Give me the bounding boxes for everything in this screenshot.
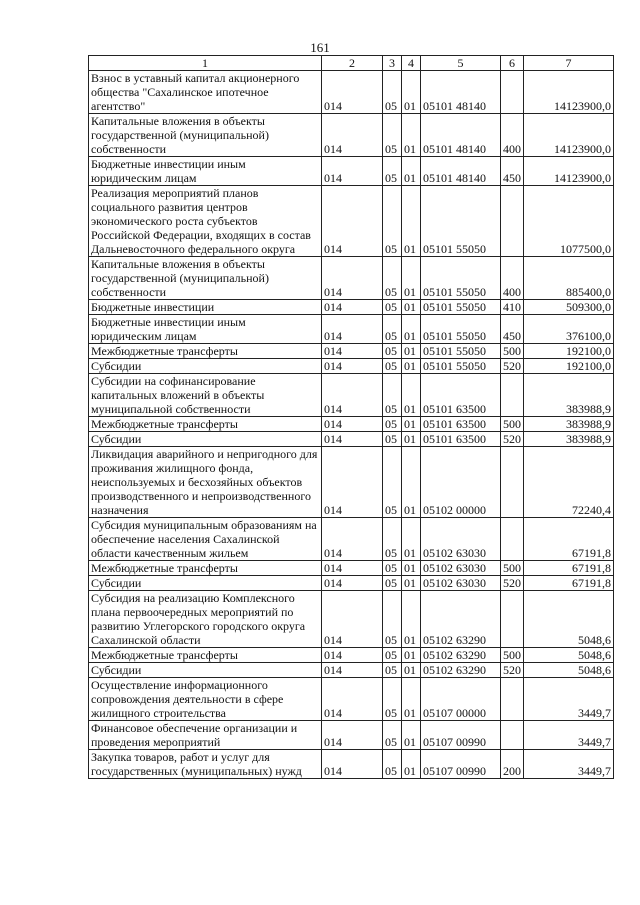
row-amount: 67191,8 bbox=[524, 561, 614, 576]
header-col-6: 6 bbox=[501, 56, 524, 71]
row-target-article: 05101 63500 bbox=[421, 432, 501, 447]
row-admin-code: 014 bbox=[322, 186, 383, 257]
row-section: 05 bbox=[383, 432, 402, 447]
row-section: 05 bbox=[383, 157, 402, 186]
table-row bbox=[89, 417, 614, 432]
table-row bbox=[89, 300, 614, 315]
row-target-article: 05102 63290 bbox=[421, 663, 501, 678]
row-target-article: 05101 55050 bbox=[421, 186, 501, 257]
header-col-3: 3 bbox=[383, 56, 402, 71]
row-amount: 192100,0 bbox=[524, 344, 614, 359]
row-amount: 383988,9 bbox=[524, 432, 614, 447]
row-expense-type bbox=[501, 71, 524, 114]
row-name: Межбюджетные трансферты bbox=[89, 344, 322, 359]
row-admin-code: 014 bbox=[322, 721, 383, 750]
row-section: 05 bbox=[383, 576, 402, 591]
row-admin-code: 014 bbox=[322, 648, 383, 663]
row-amount: 14123900,0 bbox=[524, 114, 614, 157]
row-target-article: 05101 48140 bbox=[421, 114, 501, 157]
row-subsection: 01 bbox=[402, 663, 421, 678]
row-expense-type bbox=[501, 678, 524, 721]
row-expense-type: 500 bbox=[501, 344, 524, 359]
row-expense-type bbox=[501, 518, 524, 561]
row-subsection: 01 bbox=[402, 374, 421, 417]
row-admin-code: 014 bbox=[322, 344, 383, 359]
table-row bbox=[89, 518, 614, 561]
row-amount: 376100,0 bbox=[524, 315, 614, 344]
row-expense-type bbox=[501, 591, 524, 648]
row-section: 05 bbox=[383, 300, 402, 315]
table-row bbox=[89, 359, 614, 374]
row-name: Межбюджетные трансферты bbox=[89, 561, 322, 576]
row-amount: 3449,7 bbox=[524, 750, 614, 779]
row-section: 05 bbox=[383, 721, 402, 750]
row-target-article: 05101 63500 bbox=[421, 374, 501, 417]
row-subsection: 01 bbox=[402, 359, 421, 374]
row-amount: 383988,9 bbox=[524, 374, 614, 417]
table-row bbox=[89, 663, 614, 678]
table-row bbox=[89, 71, 614, 114]
row-expense-type: 500 bbox=[501, 561, 524, 576]
table-row bbox=[89, 591, 614, 648]
row-amount: 72240,4 bbox=[524, 447, 614, 518]
row-target-article: 05102 63030 bbox=[421, 561, 501, 576]
row-section: 05 bbox=[383, 518, 402, 561]
header-col-2: 2 bbox=[322, 56, 383, 71]
row-subsection: 01 bbox=[402, 678, 421, 721]
row-amount: 5048,6 bbox=[524, 663, 614, 678]
table-row bbox=[89, 576, 614, 591]
row-subsection: 01 bbox=[402, 447, 421, 518]
row-section: 05 bbox=[383, 114, 402, 157]
row-amount: 1077500,0 bbox=[524, 186, 614, 257]
table-row bbox=[89, 186, 614, 257]
row-subsection: 01 bbox=[402, 576, 421, 591]
row-section: 05 bbox=[383, 71, 402, 114]
row-expense-type: 520 bbox=[501, 576, 524, 591]
row-target-article: 05102 63030 bbox=[421, 576, 501, 591]
row-name: Субсидии bbox=[89, 576, 322, 591]
row-amount: 67191,8 bbox=[524, 576, 614, 591]
row-section: 05 bbox=[383, 678, 402, 721]
row-section: 05 bbox=[383, 315, 402, 344]
row-target-article: 05107 00990 bbox=[421, 721, 501, 750]
row-section: 05 bbox=[383, 447, 402, 518]
row-expense-type: 400 bbox=[501, 114, 524, 157]
row-target-article: 05102 63290 bbox=[421, 591, 501, 648]
table-row bbox=[89, 114, 614, 157]
row-amount: 192100,0 bbox=[524, 359, 614, 374]
table-row bbox=[89, 678, 614, 721]
row-admin-code: 014 bbox=[322, 561, 383, 576]
header-col-5: 5 bbox=[421, 56, 501, 71]
row-name: Субсидии bbox=[89, 663, 322, 678]
row-name: Реализация мероприятий планов социального развития центров экономического роста субъектов Российской Федерации, входящих в состав Дальневосточного федерального округа bbox=[89, 186, 322, 257]
row-expense-type bbox=[501, 447, 524, 518]
row-subsection: 01 bbox=[402, 750, 421, 779]
row-admin-code: 014 bbox=[322, 300, 383, 315]
row-expense-type: 200 bbox=[501, 750, 524, 779]
row-expense-type: 500 bbox=[501, 648, 524, 663]
row-name: Взнос в уставный капитал акционерного общества "Сахалинское ипотечное агентство" bbox=[89, 71, 322, 114]
row-name: Бюджетные инвестиции иным юридическим лицам bbox=[89, 315, 322, 344]
row-target-article: 05101 55050 bbox=[421, 315, 501, 344]
row-amount: 67191,8 bbox=[524, 518, 614, 561]
row-name: Межбюджетные трансферты bbox=[89, 417, 322, 432]
row-expense-type: 520 bbox=[501, 432, 524, 447]
row-section: 05 bbox=[383, 344, 402, 359]
row-name: Капитальные вложения в объекты государственной (муниципальной) собственности bbox=[89, 114, 322, 157]
row-name: Межбюджетные трансферты bbox=[89, 648, 322, 663]
row-subsection: 01 bbox=[402, 315, 421, 344]
row-subsection: 01 bbox=[402, 344, 421, 359]
row-amount: 509300,0 bbox=[524, 300, 614, 315]
row-expense-type: 520 bbox=[501, 359, 524, 374]
row-target-article: 05101 55050 bbox=[421, 344, 501, 359]
row-target-article: 05101 55050 bbox=[421, 359, 501, 374]
row-expense-type bbox=[501, 374, 524, 417]
row-admin-code: 014 bbox=[322, 678, 383, 721]
row-target-article: 05107 00000 bbox=[421, 678, 501, 721]
row-subsection: 01 bbox=[402, 518, 421, 561]
row-admin-code: 014 bbox=[322, 359, 383, 374]
row-admin-code: 014 bbox=[322, 576, 383, 591]
table-row bbox=[89, 157, 614, 186]
row-admin-code: 014 bbox=[322, 518, 383, 561]
table-row bbox=[89, 344, 614, 359]
page-number: 161 bbox=[310, 40, 330, 55]
row-subsection: 01 bbox=[402, 300, 421, 315]
row-target-article: 05107 00990 bbox=[421, 750, 501, 779]
row-section: 05 bbox=[383, 591, 402, 648]
row-admin-code: 014 bbox=[322, 750, 383, 779]
row-admin-code: 014 bbox=[322, 315, 383, 344]
row-target-article: 05101 63500 bbox=[421, 417, 501, 432]
header-row bbox=[89, 56, 614, 71]
row-section: 05 bbox=[383, 359, 402, 374]
table-row bbox=[89, 750, 614, 779]
row-amount: 14123900,0 bbox=[524, 71, 614, 114]
row-subsection: 01 bbox=[402, 648, 421, 663]
row-name: Субсидии на софинансирование капитальных вложений в объекты муниципальной собственности bbox=[89, 374, 322, 417]
row-name: Закупка товаров, работ и услуг для государственных (муниципальных) нужд bbox=[89, 750, 322, 779]
row-section: 05 bbox=[383, 374, 402, 417]
row-subsection: 01 bbox=[402, 71, 421, 114]
row-name: Субсидии bbox=[89, 432, 322, 447]
row-target-article: 05102 00000 bbox=[421, 447, 501, 518]
row-admin-code: 014 bbox=[322, 71, 383, 114]
table-row bbox=[89, 648, 614, 663]
row-expense-type: 500 bbox=[501, 417, 524, 432]
row-name: Бюджетные инвестиции bbox=[89, 300, 322, 315]
row-name: Бюджетные инвестиции иным юридическим лицам bbox=[89, 157, 322, 186]
row-admin-code: 014 bbox=[322, 157, 383, 186]
row-amount: 3449,7 bbox=[524, 721, 614, 750]
table-row bbox=[89, 561, 614, 576]
row-expense-type: 520 bbox=[501, 663, 524, 678]
row-target-article: 05102 63030 bbox=[421, 518, 501, 561]
row-admin-code: 014 bbox=[322, 114, 383, 157]
row-section: 05 bbox=[383, 561, 402, 576]
row-section: 05 bbox=[383, 417, 402, 432]
header-col-7: 7 bbox=[524, 56, 614, 71]
row-admin-code: 014 bbox=[322, 417, 383, 432]
table-row bbox=[89, 447, 614, 518]
row-amount: 885400,0 bbox=[524, 257, 614, 300]
row-expense-type: 450 bbox=[501, 315, 524, 344]
row-expense-type: 450 bbox=[501, 157, 524, 186]
row-name: Осуществление информационного сопровождения деятельности в сфере жилищного строительства bbox=[89, 678, 322, 721]
row-name: Субсидия муниципальным образованиям на обеспечение населения Сахалинской области качественным жильем bbox=[89, 518, 322, 561]
row-name: Ликвидация аварийного и непригодного для проживания жилищного фонда, неиспользуемых и бесхозяйных объектов производственного и непроизводственного назначения bbox=[89, 447, 322, 518]
row-amount: 3449,7 bbox=[524, 678, 614, 721]
row-section: 05 bbox=[383, 663, 402, 678]
header-col-1: 1 bbox=[89, 56, 322, 71]
row-subsection: 01 bbox=[402, 157, 421, 186]
row-target-article: 05102 63290 bbox=[421, 648, 501, 663]
row-admin-code: 014 bbox=[322, 591, 383, 648]
row-admin-code: 014 bbox=[322, 432, 383, 447]
row-target-article: 05101 55050 bbox=[421, 257, 501, 300]
table-row bbox=[89, 257, 614, 300]
row-admin-code: 014 bbox=[322, 663, 383, 678]
row-admin-code: 014 bbox=[322, 447, 383, 518]
row-subsection: 01 bbox=[402, 432, 421, 447]
row-section: 05 bbox=[383, 648, 402, 663]
row-subsection: 01 bbox=[402, 257, 421, 300]
row-subsection: 01 bbox=[402, 721, 421, 750]
table-row bbox=[89, 374, 614, 417]
table-row bbox=[89, 432, 614, 447]
table-row bbox=[89, 721, 614, 750]
row-amount: 14123900,0 bbox=[524, 157, 614, 186]
row-section: 05 bbox=[383, 257, 402, 300]
row-admin-code: 014 bbox=[322, 374, 383, 417]
row-expense-type bbox=[501, 721, 524, 750]
table-row bbox=[89, 315, 614, 344]
row-amount: 383988,9 bbox=[524, 417, 614, 432]
row-subsection: 01 bbox=[402, 417, 421, 432]
row-subsection: 01 bbox=[402, 561, 421, 576]
row-subsection: 01 bbox=[402, 591, 421, 648]
budget-table bbox=[88, 55, 614, 779]
row-name: Капитальные вложения в объекты государственной (муниципальной) собственности bbox=[89, 257, 322, 300]
row-subsection: 01 bbox=[402, 186, 421, 257]
row-name: Финансовое обеспечение организации и проведения мероприятий bbox=[89, 721, 322, 750]
header-col-4: 4 bbox=[402, 56, 421, 71]
row-expense-type: 410 bbox=[501, 300, 524, 315]
row-expense-type bbox=[501, 186, 524, 257]
row-target-article: 05101 48140 bbox=[421, 157, 501, 186]
row-name: Субсидия на реализацию Комплексного плана первоочередных мероприятий по развитию Углегорского городского округа Сахалинской области bbox=[89, 591, 322, 648]
row-target-article: 05101 48140 bbox=[421, 71, 501, 114]
row-amount: 5048,6 bbox=[524, 648, 614, 663]
row-amount: 5048,6 bbox=[524, 591, 614, 648]
row-name: Субсидии bbox=[89, 359, 322, 374]
row-target-article: 05101 55050 bbox=[421, 300, 501, 315]
row-admin-code: 014 bbox=[322, 257, 383, 300]
row-expense-type: 400 bbox=[501, 257, 524, 300]
row-section: 05 bbox=[383, 750, 402, 779]
row-section: 05 bbox=[383, 186, 402, 257]
row-subsection: 01 bbox=[402, 114, 421, 157]
